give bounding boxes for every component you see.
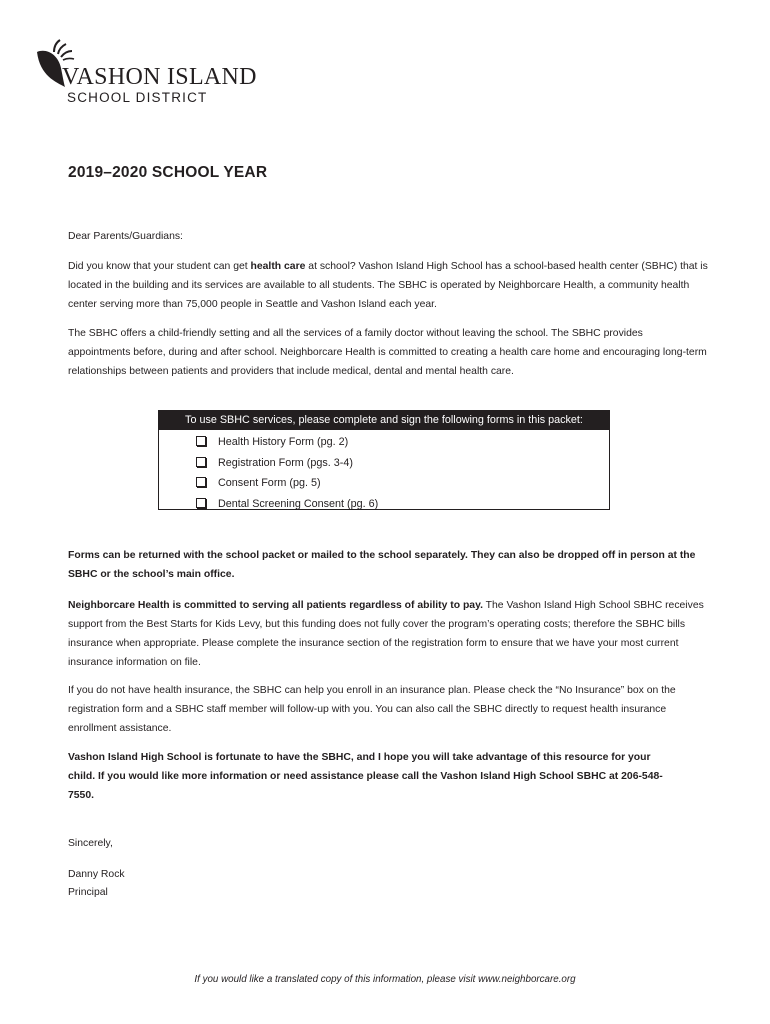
checkbox-icon bbox=[196, 498, 206, 508]
signer-title: Principal bbox=[68, 887, 108, 898]
form-item-label: Consent Form (pg. 5) bbox=[218, 477, 321, 489]
intro-text-a: Did you know that your student can get bbox=[68, 261, 251, 272]
forms-checklist-box bbox=[158, 410, 610, 510]
page-title: 2019–2020 SCHOOL YEAR bbox=[68, 164, 268, 181]
payment-text: The Vashon Island High School SBHC receives support from the Best Starts for Kids Levy, but this funding does not fully cover the program’s operating costs; therefore the SBHC bills insurance when appropriate. Please complete the insurance section of the registration form to ensure that we have your most current insurance information on file. bbox=[68, 600, 704, 668]
checkbox-icon bbox=[196, 436, 206, 446]
form-item-label: Registration Form (pgs. 3-4) bbox=[218, 456, 354, 469]
form-item-label: Dental Screening Consent (pg. 6) bbox=[218, 497, 379, 510]
intro-paragraph bbox=[68, 257, 708, 314]
form-item-dental bbox=[196, 494, 609, 515]
intro-emphasis: health care bbox=[250, 261, 306, 272]
contact-paragraph: Vashon Island High School is fortunate to have the SBHC, and I hope you will take advantage of this resource for your child. If you would like more information or need assistance please call the Vashon Island High School SBHC at 206-548-7550. bbox=[68, 752, 663, 801]
payment-emphasis: Neighborcare Health is committed to serving all patients regardless of ability to pay. bbox=[68, 600, 483, 611]
form-item-registration bbox=[196, 453, 609, 474]
payment-paragraph bbox=[68, 596, 708, 672]
intro-text-c: at school? Vashon Island High School has a school-based health center (SBHC) that is located in the building and its services are available to all students. The SBHC is operated by Neighborcare Health, a community health center serving more than 75,000 people in Seattle and Vashon Island each year. bbox=[68, 261, 708, 310]
greeting: Dear Parents/Guardians: bbox=[68, 231, 183, 242]
district-name: VASHON ISLAND bbox=[62, 64, 257, 90]
checkbox-icon bbox=[196, 477, 206, 487]
form-item-label: Health History Form (pg. 2) bbox=[218, 436, 349, 448]
insurance-paragraph: If you do not have health insurance, the SBHC can help you enroll in an insurance plan. Please check the “No Insurance” box on the registration form and a SBHC staff member will follow-up with you. You can also call the SBHC directly to request health insurance enrollment assistance. bbox=[68, 685, 676, 734]
district-subtitle: SCHOOL DISTRICT bbox=[67, 90, 208, 105]
checkbox-icon bbox=[196, 457, 206, 467]
forms-checklist-title: To use SBHC services, please complete and sign the following forms in this packet: bbox=[159, 411, 609, 430]
form-item-health-history bbox=[196, 432, 609, 453]
footer-note: If you would like a translated copy of this information, please visit www.neighborcare.org bbox=[194, 974, 576, 985]
forms-checklist bbox=[159, 430, 609, 514]
district-logo bbox=[34, 38, 294, 110]
form-item-consent bbox=[196, 473, 609, 494]
return-forms-paragraph: Forms can be returned with the school packet or mailed to the school separately. They can also be dropped off in person at the SBHC or the school’s main office. bbox=[68, 550, 696, 580]
services-paragraph: The SBHC offers a child-friendly setting and all the services of a family doctor without leaving the school. The SBHC provides appointments before, during and after school. Neighborcare Health is committed to creating a health care home and encouraging long-term relationships between patients and providers that include medical, dental and mental health care. bbox=[68, 328, 707, 377]
closing: Sincerely, bbox=[68, 838, 113, 849]
signer-name: Danny Rock bbox=[68, 869, 125, 880]
